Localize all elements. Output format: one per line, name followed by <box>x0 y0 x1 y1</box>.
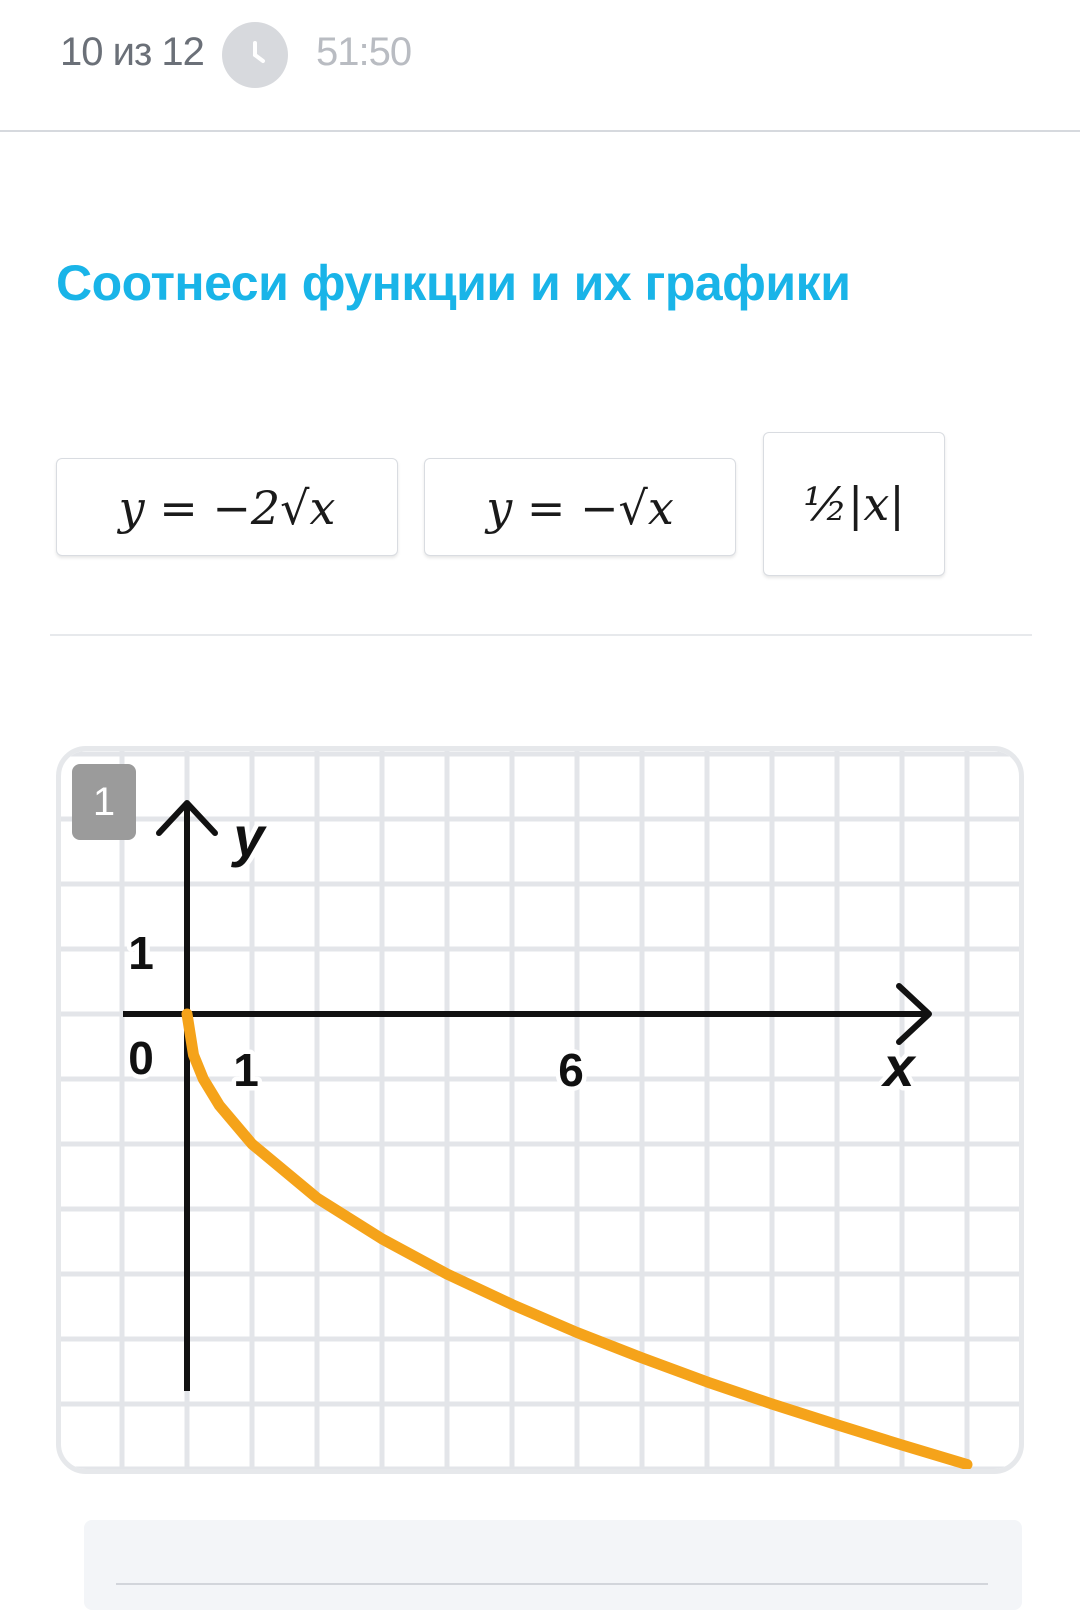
origin-label: 0 <box>128 1032 154 1084</box>
question-progress: 10 из 12 <box>60 30 204 74</box>
timer-value: 51:50 <box>316 30 412 74</box>
header-bar <box>0 0 1080 132</box>
graph-number-badge: 1 <box>72 764 136 840</box>
question-title: Соотнеси функции и их графики <box>56 255 851 311</box>
tick-label-x-6: 6 <box>558 1044 584 1096</box>
answer-card-1[interactable] <box>56 458 398 556</box>
formula-label: ½|x| <box>803 477 905 531</box>
y-axis-label: y <box>233 805 265 868</box>
x-axis-label: x <box>883 1035 915 1098</box>
answer-drop-line <box>116 1583 988 1585</box>
tick-label-x-1: 1 <box>233 1044 259 1096</box>
formula-label: y = −√x <box>486 481 674 535</box>
answer-drop-zone[interactable] <box>84 1520 1022 1610</box>
graph-card[interactable] <box>56 746 1024 1474</box>
clock-icon <box>222 22 288 88</box>
answer-card-2[interactable] <box>424 458 736 556</box>
section-divider <box>50 634 1032 636</box>
tick-label-y-1: 1 <box>128 927 154 979</box>
answer-card-3[interactable] <box>763 432 945 576</box>
formula-label: y = −2√x <box>118 481 336 535</box>
function-graph <box>61 751 1019 1469</box>
